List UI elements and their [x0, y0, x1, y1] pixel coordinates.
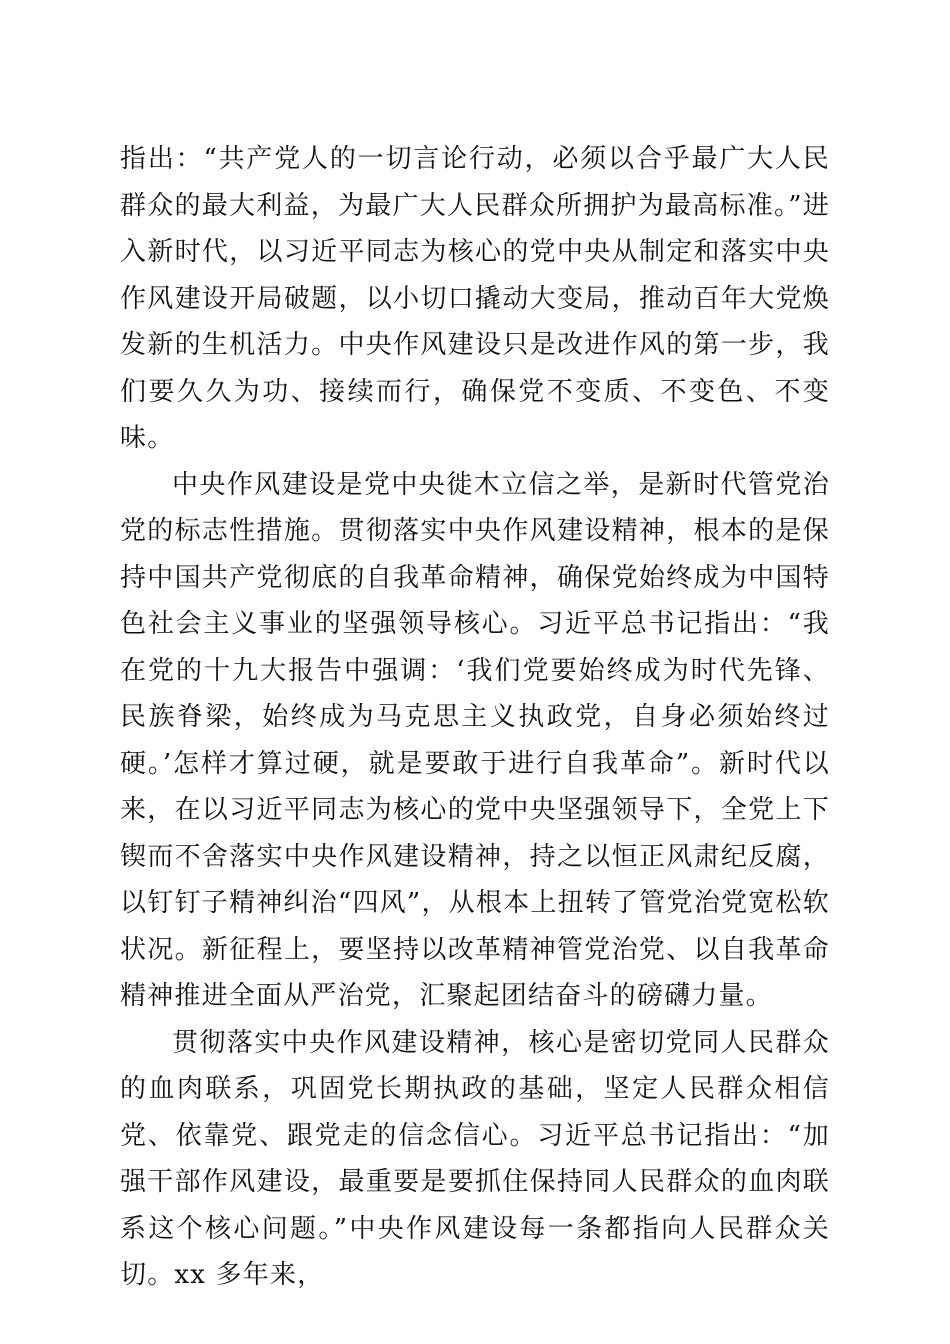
- paragraph-party-self-revolution: 中央作风建设是党中央徙木立信之举，是新时代管党治党的标志性措施。贯彻落实中央作风建设精神，根本的是保持中国共产党彻底的自我革命精神，确保党始终成为中国特色社会主义事业的坚强领导核心。习近平总书记指出：“我在党的十九大报告中强调：‘我们党要始终成为时代先锋、民族脊梁，始终成为马克思主义执政党，自身必须始终过硬。’怎样才算过硬，就是要敢于进行自我革命”。新时代以来，在以习近平同志为核心的党中央坚强领导下，全党上下锲而不舍落实中央作风建设精神，持之以恒正风肃纪反腐，以钉钉子精神纠治“四风”，从根本上扭转了管党治党宽松软状况。新征程上，要坚持以改革精神管党治党、以自我革命精神推进全面从严治党，汇聚起团结奋斗的磅礴力量。: [120, 469, 830, 1011]
- paragraph-people-connection: 贯彻落实中央作风建设精神，核心是密切党同人民群众的血肉联系，巩固党长期执政的基础，坚定人民群众相信党、依靠党、跟党走的信念信心。习近平总书记指出：“加强干部作风建设，最重要是要抓住保持同人民群众的血肉联系这个核心问题。”中央作风建设每一条都指向人民群众关切。xx 多年来，: [120, 1027, 830, 1290]
- paragraph-continuation: 指出：“共产党人的一切言论行动，必须以合乎最广大人民群众的最大利益，为最广大人民群众所拥护为最高标准。”进入新时代，以习近平同志为核心的党中央从制定和落实中央作风建设开局破题，以小切口撬动大变局，推动百年大党焕发新的生机活力。中央作风建设只是改进作风的第一步，我们要久久为功、接续而行，确保党不变质、不变色、不变味。: [120, 144, 830, 453]
- document-body: [120, 136, 830, 1299]
